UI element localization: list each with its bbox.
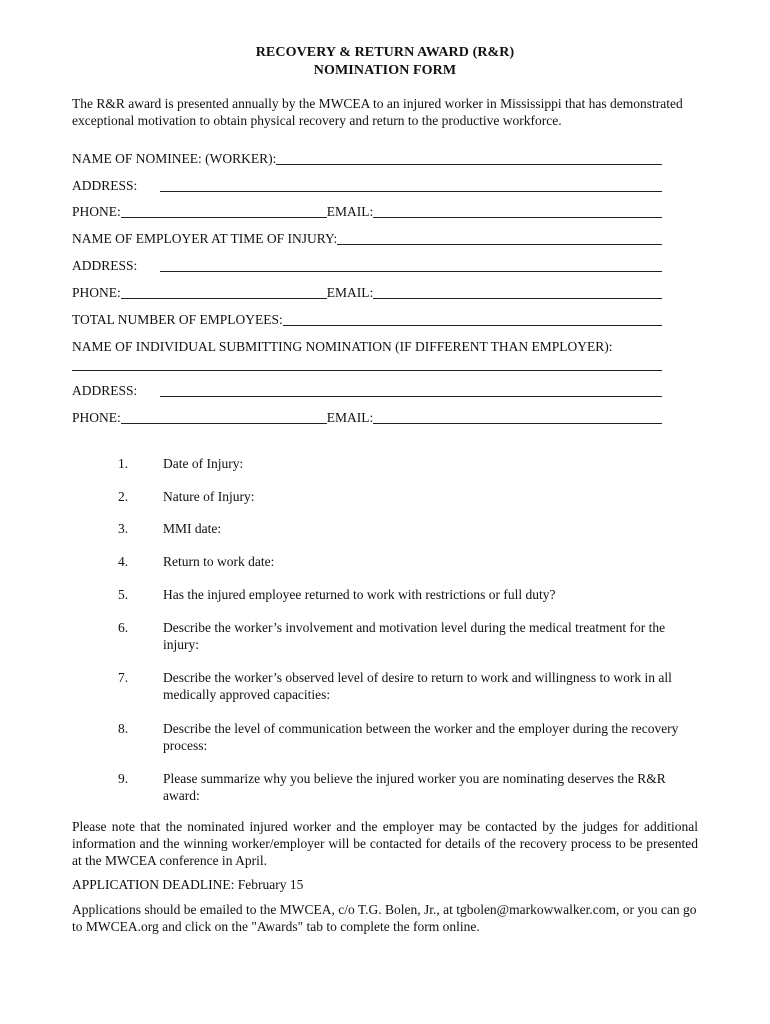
question-number: 3. — [118, 521, 129, 536]
question-number: 6. — [118, 620, 129, 635]
question-text: Describe the worker’s observed level of desire to return to work and willingness to work in all medically approved capacities: — [163, 670, 672, 702]
question-number: 5. — [118, 587, 129, 602]
submitter-phone-blank[interactable] — [121, 422, 327, 424]
submitter-address-blank[interactable] — [160, 395, 662, 397]
nominee-email-label: EMAIL: — [326, 204, 374, 220]
submitter-name-field — [72, 338, 662, 356]
question-text: Has the injured employee returned to work with restrictions or full duty? — [163, 587, 556, 602]
employer-address-label: ADDRESS: — [72, 258, 138, 274]
nominee-address-blank[interactable] — [160, 190, 662, 192]
employer-name-label: NAME OF EMPLOYER AT TIME OF INJURY: — [72, 231, 338, 247]
nominee-name-label: NAME OF NOMINEE: (WORKER): — [72, 151, 277, 167]
submitter-address-field[interactable] — [72, 382, 662, 400]
nominee-name-field[interactable] — [72, 150, 662, 168]
judges-note: Please note that the nominated injured worker and the employer may be contacted by the judges for additional information and the winning worker/employer will be contacted for details of the recovery process to be presented at the MWCEA conference in April. — [72, 819, 698, 868]
submitter-phone-email-field[interactable] — [72, 409, 662, 427]
total-employees-label: TOTAL NUMBER OF EMPLOYEES: — [72, 312, 283, 328]
nominee-name-blank[interactable] — [276, 163, 662, 165]
employer-email-label: EMAIL: — [326, 285, 374, 301]
nominee-address-label: ADDRESS: — [72, 178, 138, 194]
question-number: 4. — [118, 554, 129, 569]
submitter-email-blank[interactable] — [373, 422, 662, 424]
application-deadline: APPLICATION DEADLINE: February 15 — [72, 877, 304, 892]
nominee-email-blank[interactable] — [373, 216, 662, 218]
question-text: Describe the level of communication between the worker and the employer during the recovery process: — [163, 721, 679, 753]
nominee-address-field[interactable] — [72, 177, 662, 195]
submitter-email-label: EMAIL: — [326, 410, 374, 426]
submitter-name-label: NAME OF INDIVIDUAL SUBMITTING NOMINATION (IF DIFFERENT THAN EMPLOYER): — [72, 339, 613, 355]
submitter-name-blank[interactable] — [72, 370, 662, 371]
question-text: Nature of Injury: — [163, 489, 255, 504]
question-text: Describe the worker’s involvement and motivation level during the medical treatment for the injury: — [163, 620, 666, 652]
nominee-phone-email-field[interactable] — [72, 203, 662, 221]
nominee-phone-label: PHONE: — [72, 204, 121, 220]
employer-email-blank[interactable] — [373, 297, 662, 299]
employer-address-blank[interactable] — [160, 270, 662, 272]
question-text: MMI date: — [163, 521, 222, 536]
employer-address-field[interactable] — [72, 257, 662, 275]
question-number: 8. — [118, 721, 129, 736]
question-text: Return to work date: — [163, 554, 275, 569]
employer-name-blank[interactable] — [337, 243, 662, 245]
employer-name-field[interactable] — [72, 230, 662, 248]
submitter-address-label: ADDRESS: — [72, 383, 138, 399]
question-number: 2. — [118, 489, 129, 504]
nominee-phone-blank[interactable] — [121, 216, 327, 218]
question-number: 9. — [118, 771, 129, 786]
form-title: RECOVERY & RETURN AWARD (R&R) — [255, 45, 515, 60]
total-employees-blank[interactable] — [283, 324, 662, 326]
total-employees-field[interactable] — [72, 311, 662, 329]
question-number: 7. — [118, 670, 129, 685]
question-text: Please summarize why you believe the injured worker you are nominating deserves the R&R award: — [163, 771, 666, 803]
employer-phone-email-field[interactable] — [72, 284, 662, 302]
employer-phone-blank[interactable] — [121, 297, 327, 299]
question-number: 1. — [118, 456, 129, 471]
intro-paragraph: The R&R award is presented annually by the MWCEA to an injured worker in Mississippi that has demonstrated exceptional motivation to obtain physical recovery and return to the productive workforce. — [72, 96, 683, 128]
submitter-phone-label: PHONE: — [72, 410, 121, 426]
form-subtitle: NOMINATION FORM — [313, 63, 457, 78]
question-text: Date of Injury: — [163, 456, 244, 471]
application-instructions: Applications should be emailed to the MWCEA, c/o T.G. Bolen, Jr., at tgbolen@markowwalker.com, or you can go to MWCEA.org and click on the "Awards" tab to complete the form online. — [72, 902, 697, 934]
employer-phone-label: PHONE: — [72, 285, 121, 301]
